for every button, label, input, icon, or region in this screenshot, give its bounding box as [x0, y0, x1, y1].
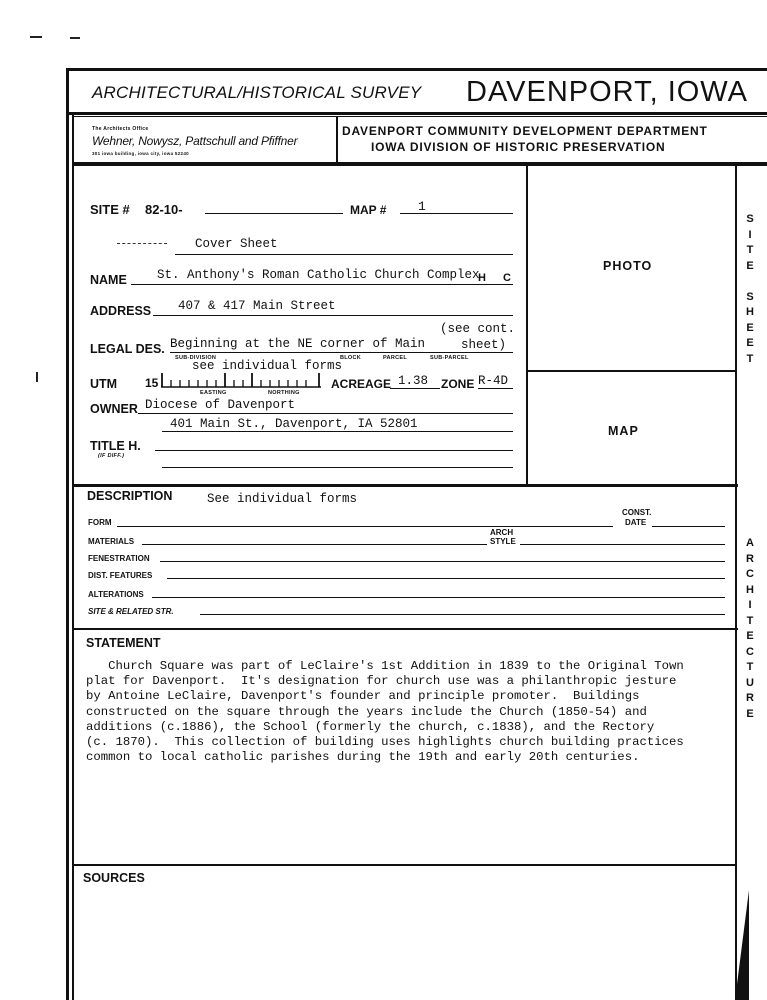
side-label-site-sheet — [744, 212, 756, 367]
map-number-label: MAP # — [350, 203, 387, 217]
utm-label: UTM — [90, 377, 118, 391]
side-letter: T — [746, 614, 754, 627]
materials-underline — [142, 544, 487, 545]
side-letter: R — [746, 552, 754, 565]
side-letter: A — [746, 537, 754, 549]
cover-dashes — [117, 243, 167, 244]
style-label: STYLE — [490, 537, 516, 546]
const-label: CONST. — [622, 508, 652, 517]
description-value: See individual forms — [207, 492, 358, 506]
statement-line: Church Square was part of LeClaire's 1st Addition in 1839 to the Original Town — [86, 659, 684, 673]
statement-line: constructed on the square through the years include the Church (1850-54) and — [86, 704, 647, 719]
site-label: SITE # — [90, 202, 130, 217]
map-number-underline — [400, 213, 513, 214]
cover-sheet-value: Cover Sheet — [195, 237, 278, 251]
side-letter: C — [746, 568, 754, 580]
zone-label: ZONE — [441, 377, 475, 391]
frame-top-thick — [66, 68, 767, 71]
city-title: DAVENPORT, IOWA — [466, 76, 748, 108]
side-letter: U — [746, 676, 754, 689]
form-label: FORM — [88, 518, 112, 527]
map-box-label: MAP — [608, 424, 639, 438]
side-letter: E — [746, 259, 754, 272]
scan-mark-3 — [36, 372, 38, 382]
statement-text — [86, 659, 684, 765]
zone-underline — [478, 388, 513, 389]
legal-note: (see cont. — [440, 322, 516, 336]
acreage-value: 1.38 — [398, 374, 429, 388]
side-letter: T — [746, 661, 754, 673]
form-underline — [117, 526, 613, 527]
owner-label: OWNER — [90, 402, 138, 416]
side-letter: S — [746, 290, 754, 303]
side-letter: I — [748, 228, 752, 241]
block-caption: BLOCK — [340, 355, 362, 361]
side-letter: C — [746, 645, 754, 658]
firm-name: Wehner, Nowysz, Pattschull and Pfiffner — [92, 134, 298, 148]
dept-bottom-line2 — [72, 165, 767, 166]
legal-des-value: Beginning at the NE corner of Main — [170, 337, 426, 351]
address-underline — [153, 315, 513, 316]
survey-title: ARCHITECTURAL/HISTORICAL SURVEY — [92, 83, 422, 102]
address-value: 407 & 417 Main Street — [178, 299, 336, 313]
sources-top-line — [72, 864, 737, 866]
firm-divider — [336, 116, 338, 164]
side-letter: R — [746, 692, 754, 704]
description-heading: DESCRIPTION — [87, 489, 173, 503]
address-label: ADDRESS — [90, 304, 152, 318]
site-number: 82-10- — [145, 202, 183, 217]
sources-heading: SOURCES — [83, 871, 145, 885]
side-letter: E — [746, 321, 754, 334]
firm-small-top: The Architects Office — [92, 126, 149, 132]
utm-zone: 15 — [145, 376, 159, 390]
legal-des-label: LEGAL DES. — [90, 342, 165, 356]
arch-label: ARCH — [490, 528, 514, 537]
frame-left-inner — [72, 112, 74, 1000]
date-underline — [652, 526, 725, 527]
utm-tick-boxes — [161, 372, 323, 390]
site-number-underline — [205, 213, 343, 214]
scan-mark-1 — [30, 36, 42, 38]
northing-caption: NORTHING — [268, 390, 300, 396]
title-h-sub: (IF DIFF.) — [98, 453, 125, 459]
name-label: NAME — [90, 273, 127, 287]
frame-left-outer — [66, 68, 69, 1000]
owner-value-2: 401 Main St., Davenport, IA 52801 — [170, 417, 418, 431]
description-right-line — [735, 486, 737, 866]
side-letter: H — [746, 306, 754, 318]
photo-right-line — [735, 164, 737, 484]
header-mid-line — [72, 116, 767, 117]
materials-label: MATERIALS — [88, 537, 135, 546]
owner-underline-2 — [162, 431, 513, 432]
statement-line: by Antoine LeClaire, Davenport's founder and principle promoter. Buildings — [86, 689, 640, 704]
side-letter: E — [746, 630, 754, 642]
title-h-label: TITLE H. — [90, 439, 141, 453]
photo-map-divider — [528, 370, 737, 372]
description-top-line — [72, 484, 738, 487]
title-h-underline-2 — [162, 467, 513, 468]
dist-features-label: DIST. FEATURES — [88, 571, 153, 580]
side-letter — [744, 274, 756, 290]
alterations-underline — [152, 597, 725, 598]
site-photo-divider — [526, 164, 528, 484]
side-letter: E — [746, 707, 754, 720]
statement-line: additions (c.1886), the School (formerly the church, c.1838), and the Rectory — [86, 719, 655, 734]
site-related-underline — [200, 614, 725, 615]
legal-des-value2: sheet) — [461, 338, 507, 352]
statement-line: common to local catholic parishes during the 19th and early 20th centuries. — [86, 750, 640, 765]
legal-below-value: see individual forms — [192, 359, 343, 373]
map-number-value: 1 — [418, 199, 426, 214]
name-underline — [131, 284, 513, 285]
side-letter: T — [746, 352, 754, 365]
legal-des-underline — [170, 352, 513, 353]
fenestration-label: FENESTRATION — [88, 554, 150, 563]
acreage-underline — [390, 388, 440, 389]
easting-caption: EASTING — [200, 390, 227, 396]
scan-mark-2 — [70, 37, 80, 39]
owner-underline-1 — [138, 413, 513, 414]
side-letter: H — [746, 583, 754, 596]
cover-underline — [175, 254, 513, 255]
owner-value-1: Diocese of Davenport — [145, 398, 296, 412]
sub-division-caption: SUB-DIVISION — [175, 355, 217, 361]
dist-features-underline — [167, 578, 725, 579]
fenestration-underline — [160, 561, 725, 562]
bottom-right-black-wedge — [735, 890, 749, 1000]
side-letter: I — [748, 599, 752, 611]
department-line2: IOWA DIVISION OF HISTORIC PRESERVATION — [371, 140, 666, 154]
side-letter: T — [746, 244, 754, 256]
header-bottom-line — [69, 112, 767, 115]
statement-line: plat for Davenport. It's designation for church use was a philanthropic jesture — [86, 674, 677, 689]
photo-label: PHOTO — [603, 259, 653, 273]
statement-line: (c. 1870). This collection of building uses highlights church building practices — [86, 735, 684, 750]
title-h-underline-1 — [155, 450, 513, 451]
department-line1: DAVENPORT COMMUNITY DEVELOPMENT DEPARTMENT — [342, 124, 708, 138]
firm-small-bottom: 301 iowa building, iowa city, iowa 52240 — [92, 151, 189, 156]
name-value: St. Anthony's Roman Catholic Church Complex — [157, 268, 480, 282]
style-underline — [520, 544, 725, 545]
side-label-architecture — [744, 536, 756, 722]
name-code: H C — [478, 272, 511, 284]
date-label: DATE — [625, 518, 647, 527]
parcel-caption: PARCEL — [383, 355, 408, 361]
side-letter: S — [746, 213, 754, 225]
site-related-label: SITE & RELATED STR. — [88, 607, 174, 616]
alterations-label: ALTERATIONS — [88, 590, 144, 599]
zone-value: R-4D — [478, 374, 509, 388]
sub-parcel-caption: SUB-PARCEL — [430, 355, 469, 361]
side-letter: E — [746, 337, 754, 349]
statement-heading: STATEMENT — [86, 636, 161, 650]
acreage-label: ACREAGE — [331, 377, 392, 391]
statement-top-line — [72, 628, 738, 630]
